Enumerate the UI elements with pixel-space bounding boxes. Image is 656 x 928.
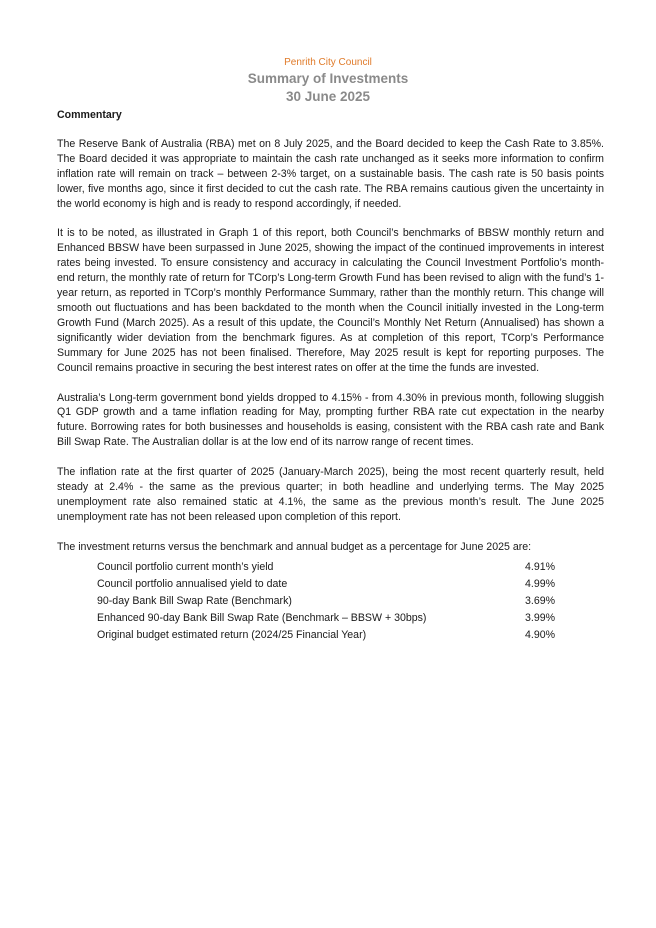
return-label: Council portfolio annualised yield to date	[97, 577, 288, 590]
document-body	[57, 108, 604, 644]
document-header	[0, 56, 656, 106]
return-label: Council portfolio current month’s yield	[97, 560, 274, 573]
return-label: 90-day Bank Bill Swap Rate (Benchmark)	[97, 594, 292, 607]
paragraph-bond-yields: Australia’s Long-term government bond yields dropped to 4.15% - from 4.30% in previous month, following sluggish Q1 GDP growth and a tame inflation reading for May, prompting further RBA rate cut expectation in the nearby future. Borrowing rates for both businesses and households is easing, consistent with the RBA cash rate and Bank Bill Swap Rate. The Australian dollar is at the low end of its narrow range of recent times.	[57, 391, 604, 449]
list-item	[97, 559, 565, 576]
returns-list	[97, 559, 565, 644]
return-value: 3.69%	[525, 594, 556, 607]
commentary-heading: Commentary	[57, 109, 122, 121]
return-value: 4.99%	[525, 577, 556, 590]
list-item	[97, 627, 565, 644]
document-title: Summary of Investments	[247, 71, 409, 86]
list-item	[97, 593, 565, 610]
return-value: 4.90%	[525, 628, 556, 641]
return-label: Enhanced 90-day Bank Bill Swap Rate (Benchmark – BBSW + 30bps)	[97, 611, 427, 624]
return-label: Original budget estimated return (2024/25 Financial Year)	[97, 628, 367, 641]
document-date: 30 June 2025	[285, 89, 371, 104]
paragraph-benchmarks: It is to be noted, as illustrated in Graph 1 of this report, both Council’s benchmarks of BBSW monthly return and Enhanced BBSW have been surpassed in June 2025, showing the impact of the continued improvements in interest rates being invested. To ensure consistency and accuracy in calculating the Council Investment Portfolio’s month-end return, the monthly rate of return for TCorp’s Long-term Growth Fund has been revised to align with the fund’s 1-year return, as reported in TCorp’s monthly Performance Summary, rather than the monthly return. This change will smooth out fluctuations and has been backdated to the month when the Council initially invested in the Long-term Growth Fund (March 2025). As a result of this update, the Council’s Monthly Net Return (Annualised) has shown a significantly wider deviation from the benchmark figures. As at completion of this report, TCorp’s Performance Summary for June 2025 has not been finalised. Therefore, May 2025 result is kept for reporting purposes. The Council remains proactive in securing the best interest rates on offer at the time the funds are invested.	[57, 227, 604, 374]
paragraph-inflation: The inflation rate at the first quarter of 2025 (January-March 2025), being the most recent quarterly result, held steady at 2.4% - the same as the previous quarter; in both headline and underlying terms. The May 2025 unemployment rate also remained static at 4.1%, the same as the previous month’s result. The June 2025 unemployment rate has not been released upon completion of this report.	[57, 466, 604, 523]
list-item	[97, 576, 565, 593]
return-value: 3.99%	[525, 611, 556, 624]
paragraph-returns-intro: The investment returns versus the benchmark and annual budget as a percentage for June 2025 are:	[57, 540, 532, 553]
return-value: 4.91%	[525, 560, 556, 573]
list-item	[97, 610, 565, 627]
organisation-name: Penrith City Council	[284, 57, 372, 68]
paragraph-rba-decision: The Reserve Bank of Australia (RBA) met on 8 July 2025, and the Board decided to keep the Cash Rate to 3.85%. The Board decided it was appropriate to maintain the cash rate unchanged as it seeks more information to confirm inflation rate will remain on track – between 2-3% target, on a sustainable basis. The cash rate is 50 basis points lower, five months ago, since it first decided to cut the cash rate. The RBA remains cautious given the uncertainty in the world economy is high and is ready to respond accordingly, if needed.	[57, 137, 604, 210]
